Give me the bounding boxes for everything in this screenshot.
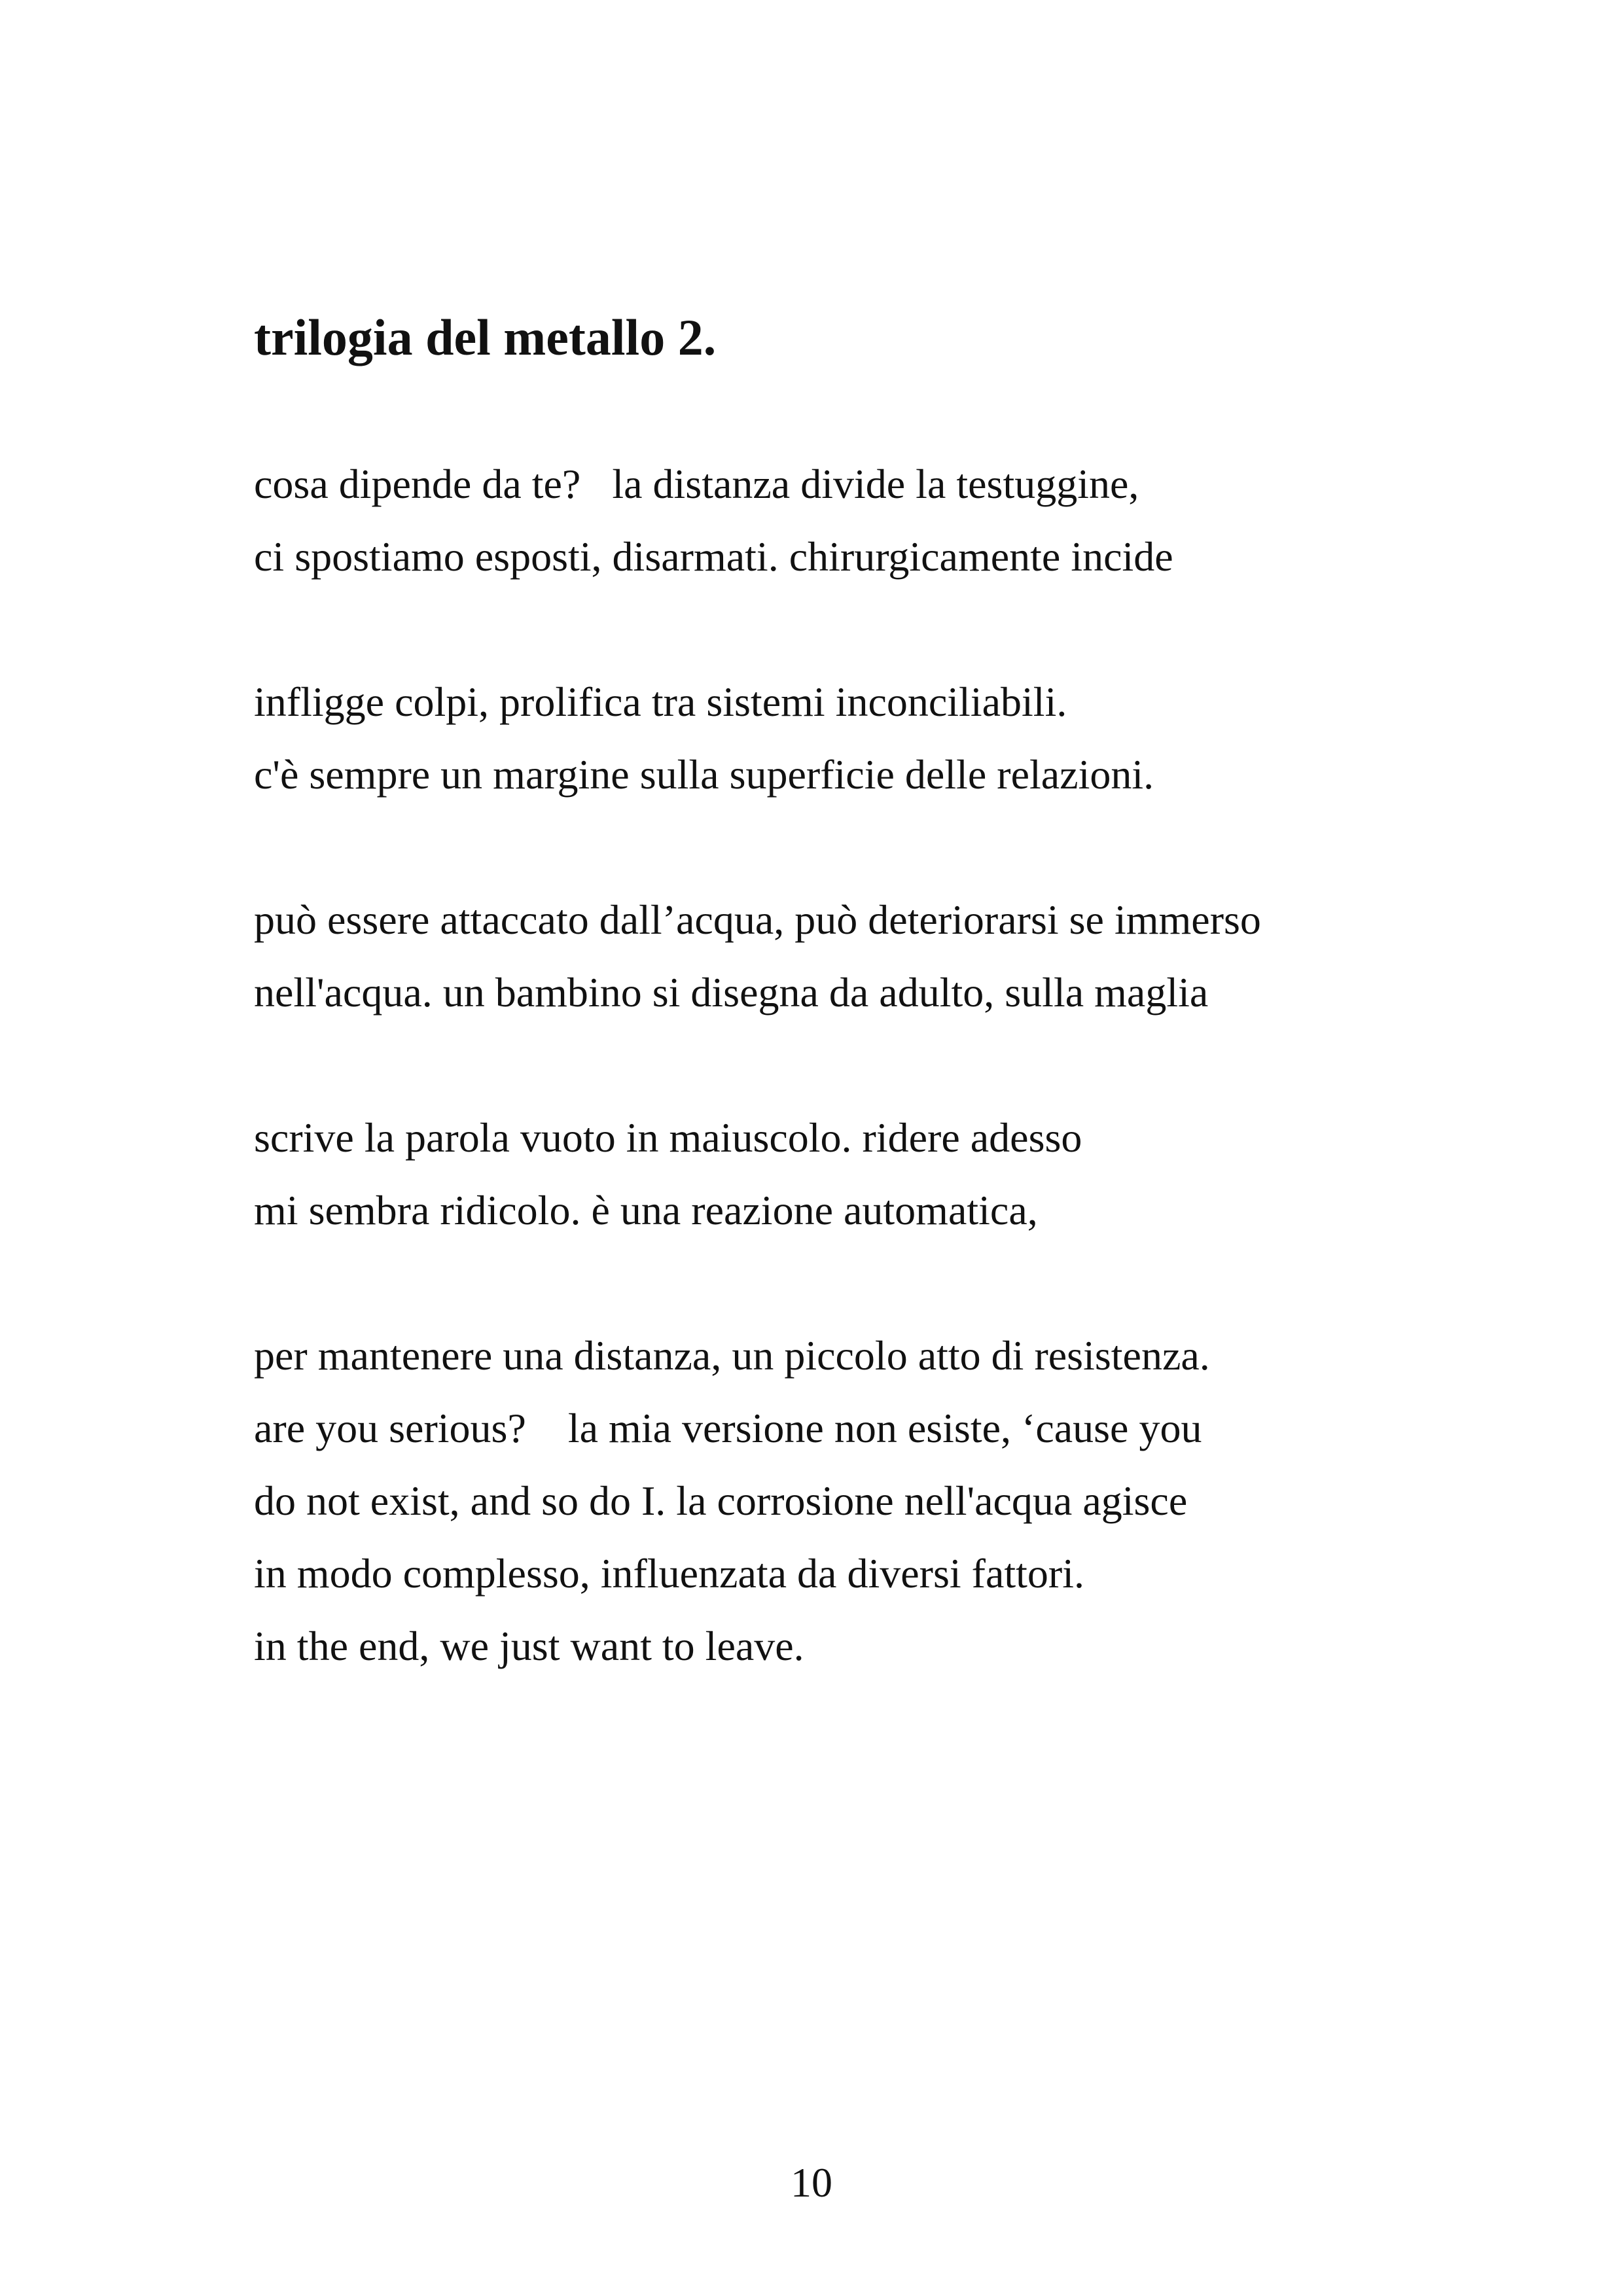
poem-line: mi sembra ridicolo. è una reazione automatica,	[254, 1187, 1038, 1233]
poem-title: trilogia del metallo 2.	[254, 309, 717, 366]
poem-line: c'è sempre un margine sulla superficie delle relazioni.	[254, 751, 1154, 798]
poem-line: per mantenere una distanza, un piccolo atto di resistenza.	[254, 1332, 1210, 1379]
poem-line: scrive la parola vuoto in maiuscolo. ridere adesso	[254, 1114, 1082, 1161]
poem-line: ci spostiamo esposti, disarmati. chirurgicamente incide	[254, 533, 1173, 580]
poem-line: cosa dipende da te? la distanza divide la testuggine,	[254, 461, 1139, 507]
poem-line: può essere attaccato dall’acqua, può deteriorarsi se immerso	[254, 896, 1261, 943]
poem-line: infligge colpi, prolifica tra sistemi inconciliabili.	[254, 679, 1067, 725]
poem-line: in the end, we just want to leave.	[254, 1623, 804, 1669]
poem-line: are you serious? la mia versione non esiste, ‘cause you	[254, 1405, 1202, 1451]
poem-line: nell'acqua. un bambino si disegna da adulto, sulla maglia	[254, 969, 1209, 1016]
poem-line: do not exist, and so do I. la corrosione nell'acqua agisce	[254, 1477, 1188, 1524]
poem-line: in modo complesso, influenzata da diversi fattori.	[254, 1550, 1084, 1597]
page-number: 10	[791, 2159, 832, 2206]
